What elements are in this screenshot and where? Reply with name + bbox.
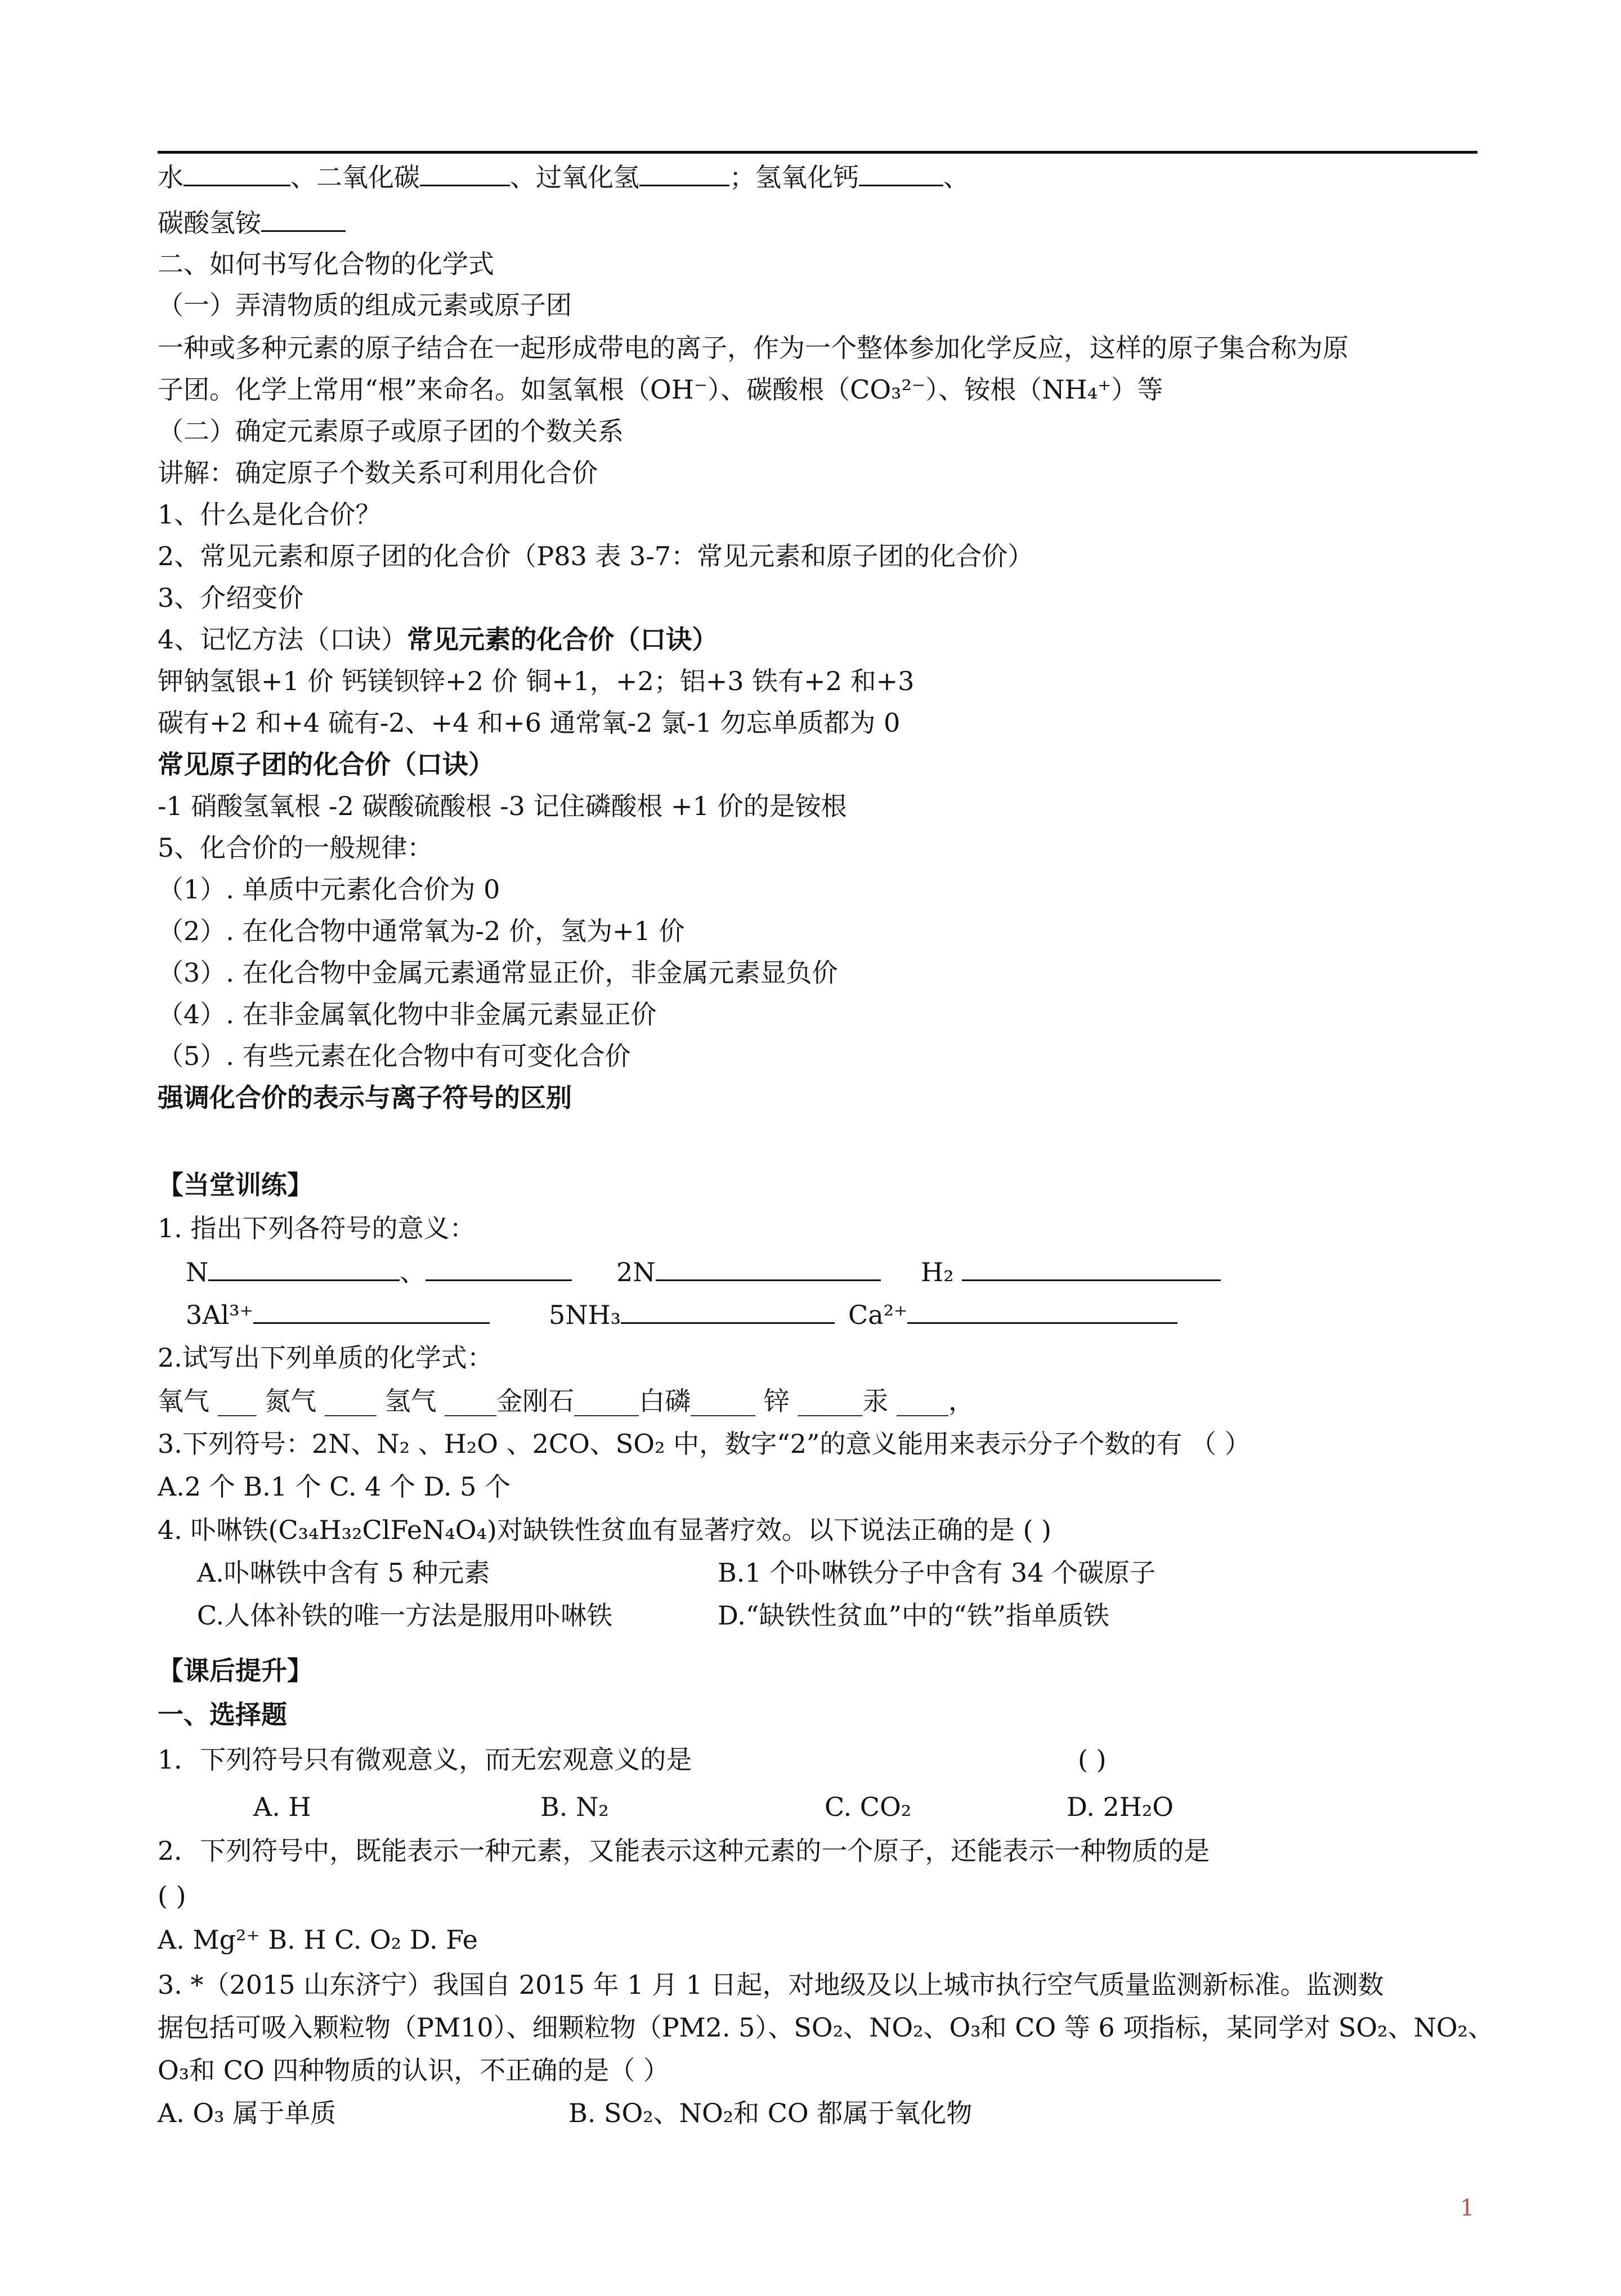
options: A. Mg²⁺ B. H C. O₂ D. Fe — [158, 1924, 478, 1955]
symbol: Ca²⁺ — [848, 1300, 908, 1330]
term-co2: 、二氧化碳 — [290, 162, 420, 193]
symbol: N — [186, 1257, 209, 1287]
term-h2o2: 、过氧化氢 — [510, 162, 639, 193]
symbol: H₂ — [921, 1257, 954, 1287]
term-water: 水 — [158, 162, 183, 193]
page-number: 1 — [1460, 2195, 1475, 2221]
after-class-heading: 【课后提升】 — [158, 1655, 313, 1686]
term-caoh2: ；氢氧化钙 — [729, 162, 859, 193]
option-a: A. O₃ 属于单质 — [158, 2098, 337, 2128]
paragraph: 讲解：确定原子个数关系可利用化合价 — [158, 458, 598, 488]
paragraph: 一种或多种元素的原子结合在一起形成带电的离子，作为一个整体参加化学反应，这样的原子集合称为原 — [158, 333, 1349, 363]
symbol: 3Al³⁺ — [186, 1300, 253, 1330]
symbol-row-1b — [616, 1254, 881, 1290]
rhyme-line: -1 硝酸氢氧根 -2 碳酸硫酸根 -3 记住磷酸根 +1 价的是铵根 — [158, 791, 847, 821]
fill-in-line: 氧气 ___ 氮气 ____ 氢气 ____金刚石_____白磷_____ 锌 _____汞 ____， — [158, 1386, 974, 1416]
symbol-row-2 — [186, 1297, 490, 1333]
rhyme-line: 钾钠氢银+1 价 钙镁钡锌+2 价 铜+1，+2；铝+3 铁有+2 和+3 — [158, 666, 915, 696]
bold-heading: 常见原子团的化合价（口诀） — [158, 749, 494, 780]
blank[interactable] — [183, 160, 290, 186]
blank[interactable] — [621, 1297, 835, 1324]
question: 1. 指出下列各符号的意义： — [158, 1213, 476, 1243]
question: 5、化合价的一般规律： — [158, 833, 433, 863]
blank[interactable] — [420, 160, 510, 186]
symbol: 5NH₃ — [549, 1300, 621, 1330]
question: 1、什么是化合价？ — [158, 499, 382, 530]
option-a: A. H — [253, 1792, 311, 1822]
option-d: D. 2H₂O — [1067, 1792, 1174, 1822]
symbol-row-1 — [186, 1254, 572, 1290]
blank[interactable] — [907, 1297, 1177, 1324]
subheading: （二）确定元素原子或原子团的个数关系 — [158, 416, 624, 446]
symbol-row-2c — [848, 1297, 1177, 1333]
question: 据包括可吸入颗粒物（PM10）、细颗粒物（PM2. 5）、SO₂、NO₂、O₃和 CO 等 6 项指标，某同学对 SO₂、NO₂、 — [158, 2012, 1494, 2043]
bold-heading: 强调化合价的表示与离子符号的区别 — [158, 1082, 572, 1113]
blank[interactable] — [426, 1255, 572, 1281]
question: O₃和 CO 四种物质的认识，不正确的是（ ） — [158, 2055, 669, 2085]
blank[interactable] — [253, 1297, 490, 1324]
fill-in-line-2 — [158, 205, 346, 241]
answer-paren: ( ) — [158, 1881, 186, 1911]
blank[interactable] — [639, 160, 729, 186]
symbol-row-1c — [921, 1254, 1221, 1290]
blank[interactable] — [208, 1255, 400, 1281]
blank[interactable] — [962, 1255, 1221, 1281]
bold-heading: 常见元素的化合价（口诀） — [407, 624, 718, 655]
answer-paren: ( ) — [1078, 1744, 1107, 1775]
option-b: B. N₂ — [540, 1792, 609, 1822]
option-b: B.1 个卟啉铁分子中含有 34 个碳原子 — [718, 1557, 1156, 1588]
blank[interactable] — [656, 1255, 881, 1281]
question: 3.下列符号：2N、N₂ 、H₂O 、2CO、SO₂ 中，数字“2”的意义能用来表示分子个数的有 （ ） — [158, 1429, 1251, 1459]
subheading: （一）弄清物质的组成元素或原子团 — [158, 290, 572, 320]
question: 3. *（2015 山东济宁）我国自 2015 年 1 月 1 日起，对地级及以上城市执行空气质量监测新标准。监测数 — [158, 1970, 1384, 2000]
question: 2、常见元素和原子团的化合价（P83 表 3-7：常见元素和原子团的化合价） — [158, 541, 1034, 571]
symbol: 2N — [616, 1257, 656, 1287]
symbol-row-2b — [549, 1297, 835, 1333]
paragraph: 子团。化学上常用“根”来命名。如氢氧根（OH⁻）、碳酸根（CO₃²⁻）、铵根（NH₄⁺）等 — [158, 374, 1163, 405]
question-text: 4、记忆方法（口诀） — [158, 624, 408, 655]
rule-item: （3）. 在化合物中金属元素通常显正价，非金属元素显负价 — [158, 957, 838, 988]
option-b: B. SO₂、NO₂和 CO 都属于氧化物 — [568, 2098, 973, 2128]
top-rule — [158, 151, 1477, 154]
rule-item: （2）. 在化合物中通常氧为-2 价，氢为+1 价 — [158, 916, 685, 946]
separator: 、 — [400, 1257, 426, 1287]
section-heading: 一、选择题 — [158, 1699, 287, 1730]
question — [158, 621, 718, 657]
rule-item: （4）. 在非金属氧化物中非金属元素显正价 — [158, 999, 657, 1030]
rule-item: （1）. 单质中元素化合价为 0 — [158, 874, 500, 905]
rhyme-line: 碳有+2 和+4 硫有-2、+4 和+6 通常氧-2 氯-1 勿忘单质都为 0 — [158, 708, 901, 738]
term-nh4hco3: 碳酸氢铵 — [158, 208, 261, 238]
practice-heading: 【当堂训练】 — [158, 1170, 313, 1200]
question: 1．下列符号只有微观意义，而无宏观意义的是 — [158, 1744, 692, 1775]
question: 2.试写出下列单质的化学式： — [158, 1342, 493, 1373]
option-d: D.“缺铁性贫血”中的“铁”指单质铁 — [718, 1600, 1109, 1631]
section-heading: 二、如何书写化合物的化学式 — [158, 249, 494, 279]
question: 4. 卟啉铁(C₃₄H₃₂ClFeN₄O₄)对缺铁性贫血有显著疗效。以下说法正确的是 ( ) — [158, 1515, 1051, 1545]
question: 2．下列符号中，既能表示一种元素，又能表示这种元素的一个原子，还能表示一种物质的是 — [158, 1836, 1210, 1866]
option-c: C. CO₂ — [825, 1792, 912, 1822]
question: 3、介绍变价 — [158, 583, 304, 613]
blank[interactable] — [261, 205, 346, 232]
rule-item: （5）. 有些元素在化合物中有可变化合价 — [158, 1041, 631, 1071]
fill-in-line-1 — [158, 159, 969, 195]
options: A.2 个 B.1 个 C. 4 个 D. 5 个 — [158, 1471, 511, 1502]
option-c: C.人体补铁的唯一方法是服用卟啉铁 — [197, 1600, 613, 1631]
option-a: A.卟啉铁中含有 5 种元素 — [197, 1557, 490, 1588]
blank[interactable] — [859, 160, 943, 186]
separator: 、 — [943, 162, 969, 193]
